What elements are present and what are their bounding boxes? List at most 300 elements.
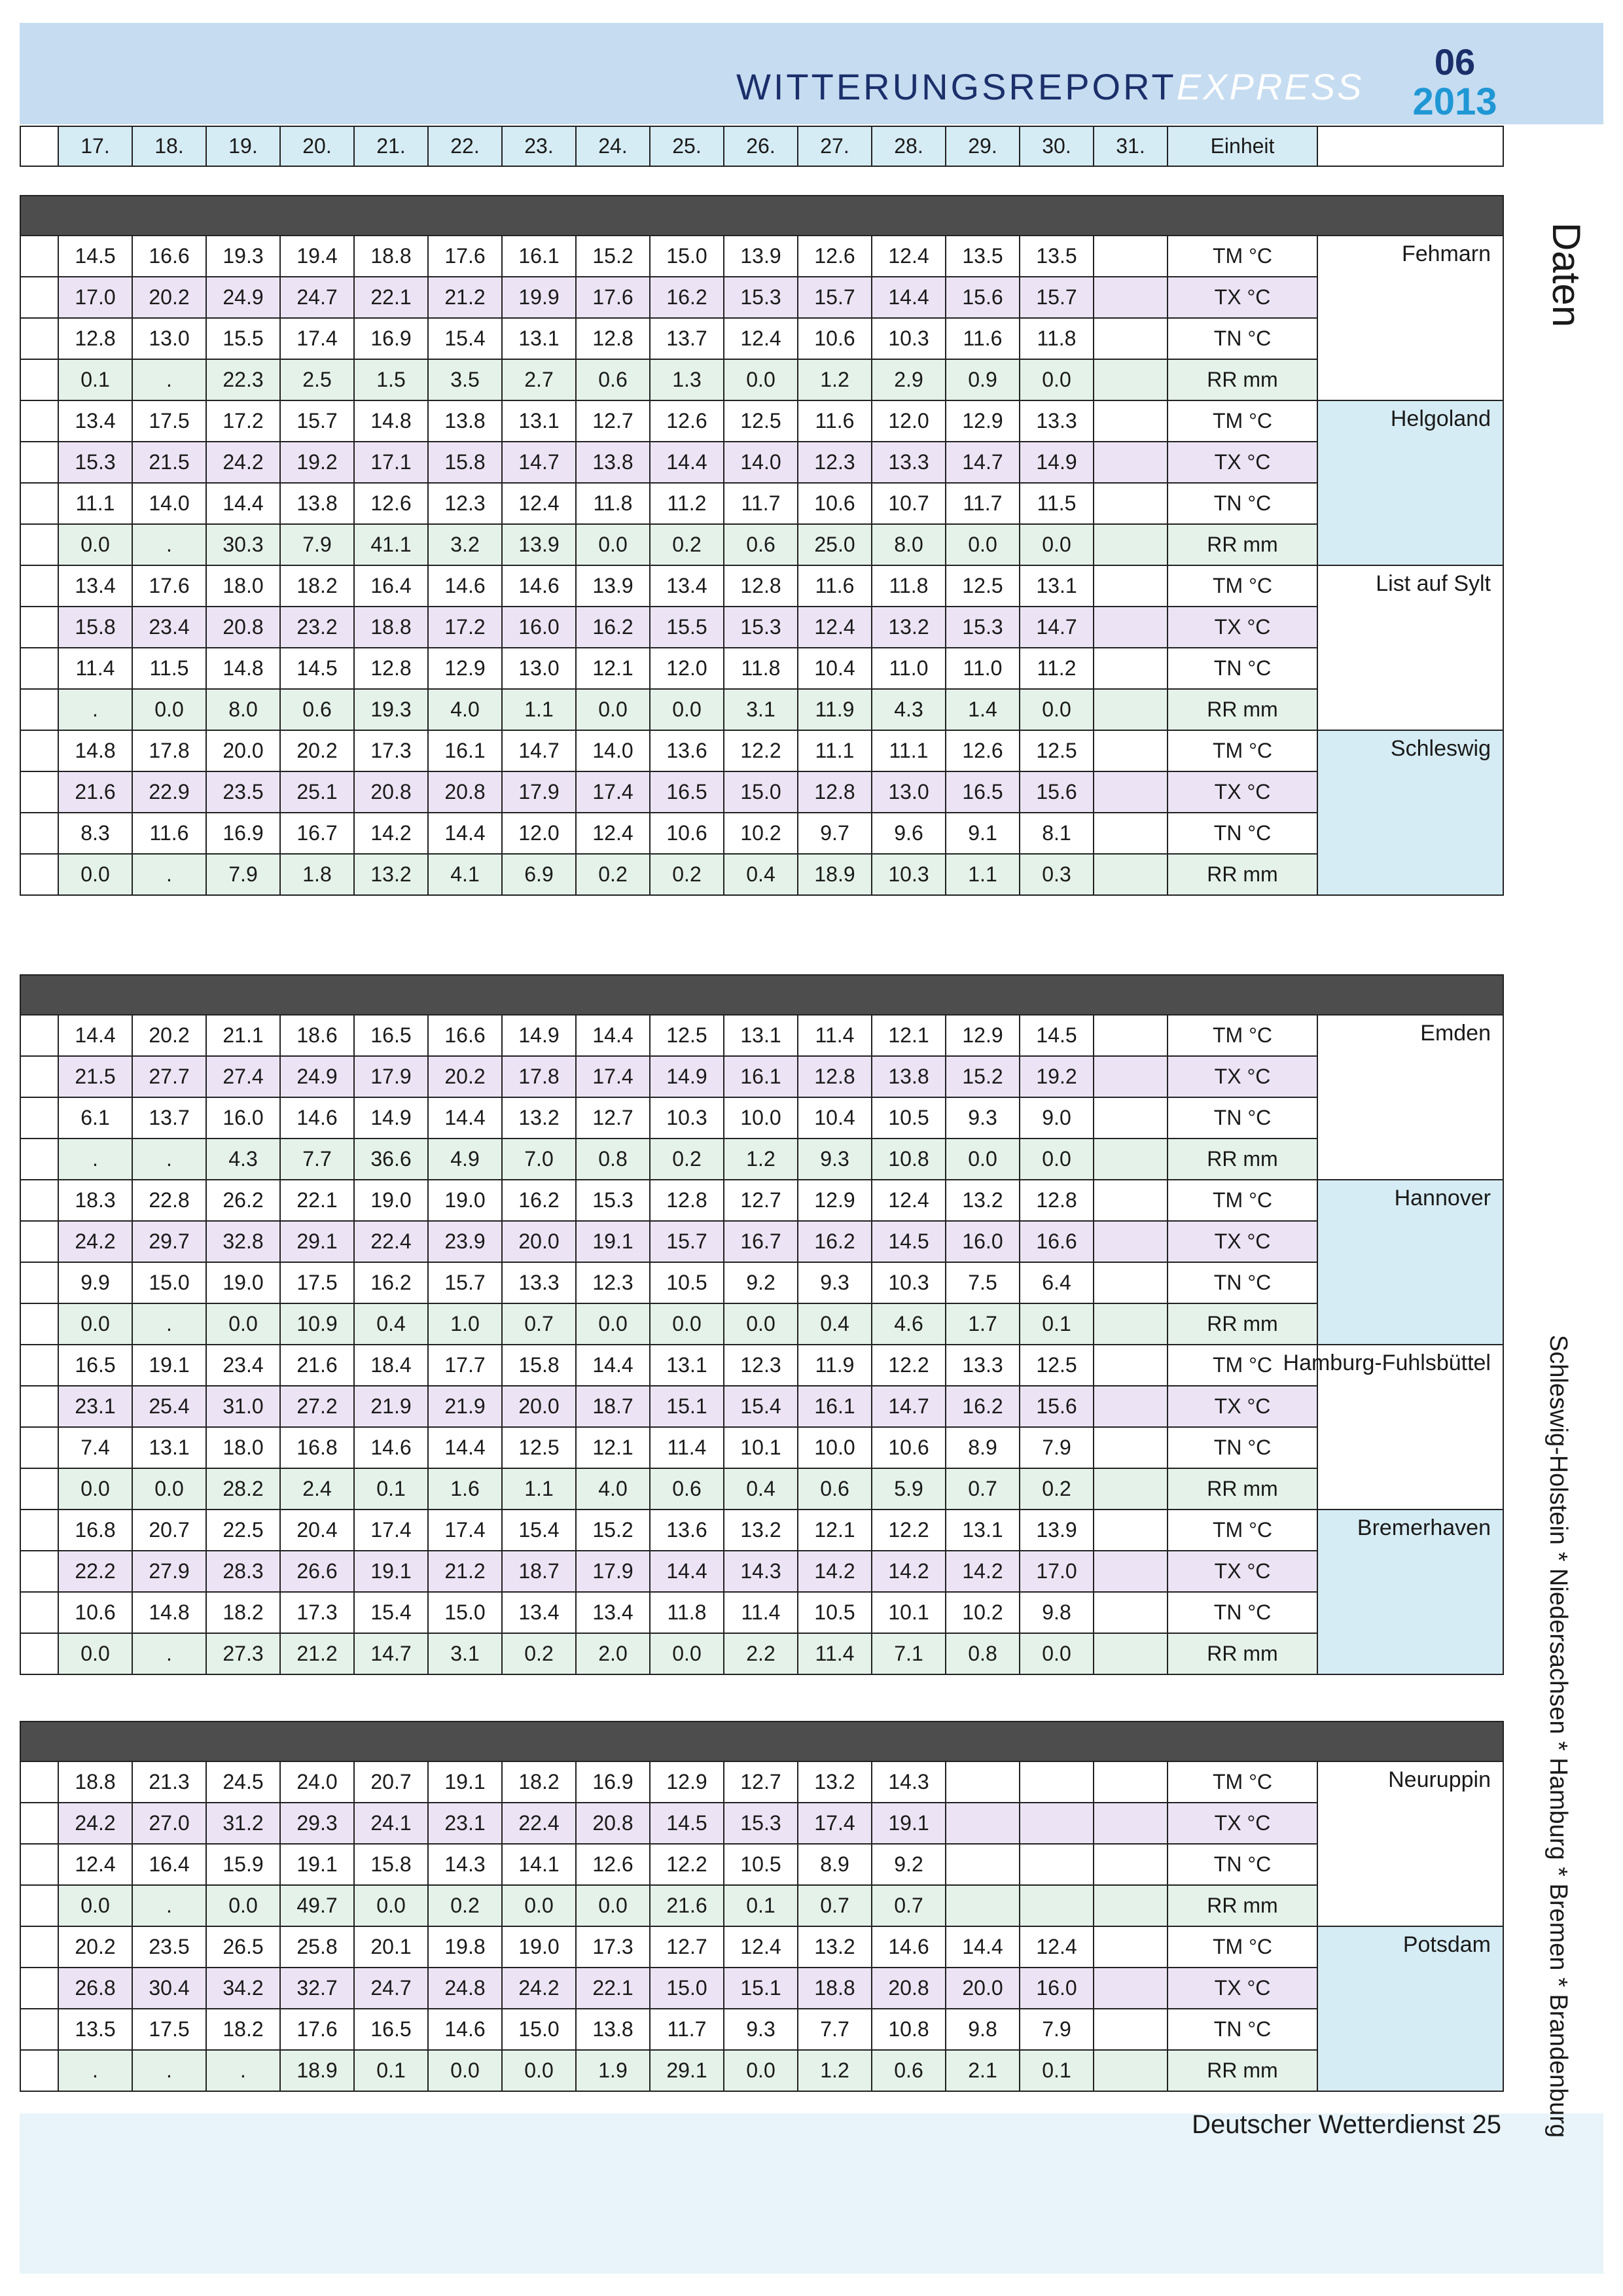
data-cell: 13.2 <box>872 607 946 648</box>
data-cell: 9.1 <box>946 813 1020 855</box>
data-cell: 21.2 <box>281 1634 355 1675</box>
data-cell: 20.2 <box>59 1927 133 1968</box>
table-row <box>20 1345 1504 1386</box>
data-cell: 16.9 <box>577 1762 651 1803</box>
data-cell: 32.7 <box>281 1968 355 2009</box>
data-cell: 11.4 <box>798 1016 872 1057</box>
footer-text: Deutscher Wetterdienst 25 <box>1192 2110 1501 2139</box>
data-cell: 30.4 <box>133 1968 207 2009</box>
data-cell: 18.2 <box>281 566 355 607</box>
table-row <box>20 1098 1504 1139</box>
data-cell: 31.0 <box>207 1386 281 1428</box>
data-cell: 11.4 <box>59 648 133 690</box>
table-row <box>20 1634 1504 1675</box>
data-cell: 0.4 <box>724 1469 798 1510</box>
data-cell: 10.8 <box>872 1139 946 1180</box>
data-cell: 22.3 <box>207 360 281 401</box>
unit-cell: TM °C <box>1168 566 1318 607</box>
data-cell <box>1094 1263 1168 1304</box>
data-cell: 14.0 <box>133 484 207 525</box>
data-cell: 15.7 <box>1020 277 1094 319</box>
data-cell: 13.8 <box>872 1057 946 1098</box>
unit-cell: TM °C <box>1168 401 1318 442</box>
data-cell <box>1094 1803 1168 1845</box>
data-cell: 13.7 <box>133 1098 207 1139</box>
data-cell: 18.9 <box>798 855 872 896</box>
table-row <box>20 731 1504 772</box>
data-cell: 3.1 <box>429 1634 503 1675</box>
data-cell: 21.6 <box>281 1345 355 1386</box>
data-cell: 4.0 <box>577 1469 651 1510</box>
data-cell: 16.1 <box>724 1057 798 1098</box>
data-cell: 12.5 <box>946 566 1020 607</box>
data-cell: . <box>59 1139 133 1180</box>
issue-year: 2013 <box>1412 80 1497 123</box>
data-cell: 7.1 <box>872 1634 946 1675</box>
data-cell: 16.0 <box>207 1098 281 1139</box>
data-cell: 12.1 <box>798 1510 872 1551</box>
data-cell: 13.1 <box>946 1510 1020 1551</box>
data-cell: 0.1 <box>355 1469 429 1510</box>
data-cell: 12.3 <box>724 1345 798 1386</box>
data-cell: 20.8 <box>429 772 503 813</box>
data-cell: 13.1 <box>1020 566 1094 607</box>
data-cell: 17.4 <box>577 1057 651 1098</box>
data-cell: 16.1 <box>798 1386 872 1428</box>
data-cell: 14.9 <box>503 1016 577 1057</box>
data-cell: 1.3 <box>651 360 724 401</box>
data-cell: 12.6 <box>946 731 1020 772</box>
data-cell: 13.0 <box>872 772 946 813</box>
data-cell: 12.2 <box>724 731 798 772</box>
data-cell: 1.2 <box>798 2051 872 2092</box>
data-cell: 14.5 <box>281 648 355 690</box>
data-cell: 21.1 <box>207 1016 281 1057</box>
data-cell: 10.8 <box>872 2009 946 2051</box>
data-cell: 12.5 <box>503 1428 577 1469</box>
data-cell: 24.2 <box>59 1222 133 1263</box>
data-cell: 1.9 <box>577 2051 651 2092</box>
data-cell: 22.8 <box>133 1180 207 1222</box>
row-blank-cell <box>20 1593 59 1634</box>
data-cell: 13.3 <box>503 1263 577 1304</box>
data-cell: 15.8 <box>59 607 133 648</box>
data-cell: 0.6 <box>281 690 355 731</box>
data-cell: . <box>133 525 207 566</box>
data-cell: 9.3 <box>798 1139 872 1180</box>
data-cell: 11.5 <box>133 648 207 690</box>
data-cell: 11.1 <box>872 731 946 772</box>
report-title-express: EXPRESS <box>1176 66 1364 107</box>
data-cell: 17.9 <box>355 1057 429 1098</box>
table-row <box>20 1968 1504 2009</box>
data-cell: 18.2 <box>207 2009 281 2051</box>
data-cell: 0.0 <box>59 525 133 566</box>
table-row <box>20 1803 1504 1845</box>
data-cell: 15.9 <box>207 1845 281 1886</box>
station-cell <box>1318 319 1504 360</box>
data-cell: 17.3 <box>355 731 429 772</box>
data-cell: 14.8 <box>207 648 281 690</box>
data-cell: 8.9 <box>946 1428 1020 1469</box>
data-cell: 13.5 <box>1020 236 1094 277</box>
row-blank-cell <box>20 1469 59 1510</box>
table-row <box>20 772 1504 813</box>
data-cell: 8.1 <box>1020 813 1094 855</box>
data-cell: 18.8 <box>355 607 429 648</box>
data-cell: 12.3 <box>577 1263 651 1304</box>
data-cell: 9.2 <box>724 1263 798 1304</box>
data-cell: 15.4 <box>355 1593 429 1634</box>
data-cell: 16.6 <box>1020 1222 1094 1263</box>
data-cell <box>1094 401 1168 442</box>
data-cell: 10.0 <box>798 1428 872 1469</box>
data-cell: 17.0 <box>59 277 133 319</box>
data-cell: 0.2 <box>1020 1469 1094 1510</box>
unit-header: Einheit <box>1168 127 1318 167</box>
data-cell: 24.8 <box>429 1968 503 2009</box>
row-blank-cell <box>20 1510 59 1551</box>
unit-cell: TM °C <box>1168 1180 1318 1222</box>
data-cell: 12.7 <box>651 1927 724 1968</box>
data-cell: 10.2 <box>724 813 798 855</box>
data-cell: 20.2 <box>133 1016 207 1057</box>
data-cell: 14.9 <box>1020 442 1094 484</box>
data-cell: 1.8 <box>281 855 355 896</box>
station-cell <box>1318 1968 1504 2009</box>
data-cell <box>946 1845 1020 1886</box>
unit-cell: RR mm <box>1168 525 1318 566</box>
data-cell: 23.9 <box>429 1222 503 1263</box>
data-cell: 14.4 <box>429 1428 503 1469</box>
data-cell: 13.2 <box>724 1510 798 1551</box>
data-cell: 0.0 <box>207 1886 281 1927</box>
station-cell <box>1318 1469 1504 1510</box>
row-blank-cell <box>20 1551 59 1593</box>
data-cell: 15.2 <box>577 236 651 277</box>
data-cell: 8.0 <box>872 525 946 566</box>
station-name: Hamburg-Fuhlsbüttel <box>1318 1345 1504 1386</box>
station-cell <box>1318 1057 1504 1098</box>
data-cell: 17.4 <box>355 1510 429 1551</box>
table-row <box>20 1551 1504 1593</box>
unit-cell: TX °C <box>1168 442 1318 484</box>
data-cell: 12.4 <box>872 236 946 277</box>
table-row <box>20 1057 1504 1098</box>
data-cell: 24.2 <box>59 1803 133 1845</box>
row-blank-cell <box>20 1222 59 1263</box>
station-cell <box>1318 1803 1504 1845</box>
data-cell: 9.8 <box>946 2009 1020 2051</box>
data-cell <box>1094 731 1168 772</box>
data-cell: 15.4 <box>724 1386 798 1428</box>
data-cell: 20.2 <box>133 277 207 319</box>
data-cell <box>1094 1386 1168 1428</box>
data-cell: 17.6 <box>429 236 503 277</box>
data-cell: 11.4 <box>724 1593 798 1634</box>
station-cell <box>1318 813 1504 855</box>
data-cell: 10.3 <box>872 1263 946 1304</box>
unit-cell: RR mm <box>1168 1469 1318 1510</box>
data-cell: 0.0 <box>59 1304 133 1345</box>
data-cell: 16.1 <box>429 731 503 772</box>
data-cell: 22.4 <box>503 1803 577 1845</box>
data-cell: 12.8 <box>724 566 798 607</box>
data-cell: 2.9 <box>872 360 946 401</box>
station-cell <box>1318 1886 1504 1927</box>
data-cell: 12.8 <box>59 319 133 360</box>
data-cell: 12.5 <box>1020 731 1094 772</box>
day-header: 31. <box>1094 127 1168 167</box>
data-cell <box>1094 813 1168 855</box>
data-cell: 21.6 <box>651 1886 724 1927</box>
data-cell: 0.0 <box>946 525 1020 566</box>
header-blank-cell <box>20 127 59 167</box>
data-cell: 11.8 <box>651 1593 724 1634</box>
data-cell: 17.2 <box>429 607 503 648</box>
data-cell: 15.0 <box>724 772 798 813</box>
data-cell: 26.2 <box>207 1180 281 1222</box>
data-cell: 13.1 <box>724 1016 798 1057</box>
data-cell: 15.3 <box>946 607 1020 648</box>
unit-cell: TN °C <box>1168 1593 1318 1634</box>
data-cell: 16.5 <box>355 2009 429 2051</box>
station-name: Fehmarn <box>1318 236 1504 277</box>
data-cell: 4.9 <box>429 1139 503 1180</box>
section-header-bar <box>20 1721 1504 1762</box>
data-cell: 16.5 <box>355 1016 429 1057</box>
unit-cell: RR mm <box>1168 2051 1318 2092</box>
data-cell: 17.8 <box>503 1057 577 1098</box>
data-cell: 0.0 <box>133 690 207 731</box>
data-cell: 19.2 <box>1020 1057 1094 1098</box>
data-cell: 12.3 <box>798 442 872 484</box>
data-cell: 9.6 <box>872 813 946 855</box>
station-cell <box>1318 1263 1504 1304</box>
row-blank-cell <box>20 813 59 855</box>
unit-cell: TX °C <box>1168 607 1318 648</box>
data-cell: 0.4 <box>798 1304 872 1345</box>
data-cell <box>1094 277 1168 319</box>
header-station-blank <box>1318 127 1504 167</box>
data-cell: 11.6 <box>133 813 207 855</box>
data-cell: 12.5 <box>1020 1345 1094 1386</box>
data-cell: 13.4 <box>577 1593 651 1634</box>
unit-cell: RR mm <box>1168 1886 1318 1927</box>
row-blank-cell <box>20 1845 59 1886</box>
side-region-text: Schleswig-Holstein * Niedersachsen * Hamburg * Bremen * Brandenburg <box>1544 1335 1572 2138</box>
data-cell <box>1094 1845 1168 1886</box>
data-cell: 11.1 <box>59 484 133 525</box>
data-cell: 0.0 <box>651 690 724 731</box>
unit-cell: TN °C <box>1168 484 1318 525</box>
data-cell <box>1094 1304 1168 1345</box>
data-cell: 14.7 <box>503 731 577 772</box>
data-cell: 13.0 <box>133 319 207 360</box>
data-cell <box>1094 2051 1168 2092</box>
data-cell: 0.8 <box>577 1139 651 1180</box>
data-cell <box>1094 648 1168 690</box>
data-cell: 9.0 <box>1020 1098 1094 1139</box>
data-cell: 14.5 <box>59 236 133 277</box>
data-cell: 0.6 <box>798 1469 872 1510</box>
data-cell: 22.5 <box>207 1510 281 1551</box>
table-row <box>20 319 1504 360</box>
data-cell: 14.0 <box>577 731 651 772</box>
station-cell <box>1318 1098 1504 1139</box>
data-cell: 19.0 <box>503 1927 577 1968</box>
data-cell: 13.5 <box>946 236 1020 277</box>
data-cell <box>1094 484 1168 525</box>
data-cell: 14.4 <box>429 1098 503 1139</box>
data-cell: 17.4 <box>798 1803 872 1845</box>
data-cell <box>1094 1551 1168 1593</box>
table-row <box>20 1139 1504 1180</box>
data-cell: 14.2 <box>355 813 429 855</box>
data-cell: 10.9 <box>281 1304 355 1345</box>
data-cell: 3.1 <box>724 690 798 731</box>
table-row <box>20 525 1504 566</box>
data-cell: 0.0 <box>503 1886 577 1927</box>
issue-month: 06 <box>1434 41 1476 82</box>
row-blank-cell <box>20 236 59 277</box>
data-cell: 11.2 <box>1020 648 1094 690</box>
data-cell: 4.3 <box>207 1139 281 1180</box>
data-cell: 0.0 <box>946 1139 1020 1180</box>
data-cell: 26.6 <box>281 1551 355 1593</box>
table-row <box>20 1469 1504 1510</box>
data-cell: 36.6 <box>355 1139 429 1180</box>
data-cell: 11.5 <box>1020 484 1094 525</box>
data-cell <box>1094 855 1168 896</box>
data-cell: 0.1 <box>724 1886 798 1927</box>
data-cell: . <box>133 1304 207 1345</box>
data-cell: 20.8 <box>872 1968 946 2009</box>
data-cell: 1.1 <box>946 855 1020 896</box>
data-cell: 0.0 <box>577 1304 651 1345</box>
data-cell: 15.8 <box>355 1845 429 1886</box>
station-cell <box>1318 2051 1504 2092</box>
table-row <box>20 690 1504 731</box>
data-cell: 14.2 <box>798 1551 872 1593</box>
data-cell <box>1094 236 1168 277</box>
data-cell: 12.4 <box>724 1927 798 1968</box>
data-cell: 9.3 <box>946 1098 1020 1139</box>
data-cell: 41.1 <box>355 525 429 566</box>
data-cell: 12.9 <box>651 1762 724 1803</box>
data-cell: 14.4 <box>207 484 281 525</box>
data-cell: 4.6 <box>872 1304 946 1345</box>
row-blank-cell <box>20 855 59 896</box>
data-cell: 16.4 <box>133 1845 207 1886</box>
data-cell: 15.6 <box>946 277 1020 319</box>
data-cell: 22.4 <box>355 1222 429 1263</box>
station-name: Potsdam <box>1318 1927 1504 1968</box>
data-cell <box>1094 1510 1168 1551</box>
data-cell: 20.0 <box>503 1386 577 1428</box>
side-title <box>1538 222 1590 353</box>
data-cell: 21.2 <box>429 277 503 319</box>
data-cell: 19.1 <box>133 1345 207 1386</box>
data-cell: 18.0 <box>207 1428 281 1469</box>
table-row <box>20 1180 1504 1222</box>
data-cell: 7.9 <box>1020 2009 1094 2051</box>
data-cell: 0.0 <box>577 690 651 731</box>
data-cell: 0.0 <box>1020 360 1094 401</box>
data-cell <box>1020 1845 1094 1886</box>
station-cell <box>1318 1222 1504 1263</box>
data-cell: 18.6 <box>281 1016 355 1057</box>
table-row <box>20 1304 1504 1345</box>
data-cell: 15.0 <box>651 1968 724 2009</box>
data-cell: 22.2 <box>59 1551 133 1593</box>
data-cell: 13.4 <box>59 401 133 442</box>
data-cell: 25.8 <box>281 1927 355 1968</box>
data-cell: 11.6 <box>798 401 872 442</box>
row-blank-cell <box>20 648 59 690</box>
data-cell: 13.4 <box>651 566 724 607</box>
data-cell: 0.0 <box>355 1886 429 1927</box>
data-cell: 0.0 <box>429 2051 503 2092</box>
data-cell: 21.2 <box>429 1551 503 1593</box>
data-cell: 4.0 <box>429 690 503 731</box>
data-cell: 24.9 <box>281 1057 355 1098</box>
unit-cell: TN °C <box>1168 1098 1318 1139</box>
data-cell: 13.2 <box>503 1098 577 1139</box>
data-cell: 27.0 <box>133 1803 207 1845</box>
data-cell <box>1094 1762 1168 1803</box>
data-cell: 16.2 <box>651 277 724 319</box>
data-cell: 16.5 <box>651 772 724 813</box>
data-cell: 23.4 <box>133 607 207 648</box>
table-row <box>20 648 1504 690</box>
data-cell: 16.2 <box>798 1222 872 1263</box>
data-cell: 17.4 <box>577 772 651 813</box>
data-cell <box>1094 1098 1168 1139</box>
data-cell: . <box>133 855 207 896</box>
data-cell: 1.1 <box>503 1469 577 1510</box>
table-row <box>20 566 1504 607</box>
data-cell: 0.7 <box>872 1886 946 1927</box>
data-cell: 21.5 <box>133 442 207 484</box>
day-header: 30. <box>1020 127 1094 167</box>
data-cell: 11.1 <box>798 731 872 772</box>
station-name: Emden <box>1318 1016 1504 1057</box>
data-cell <box>1094 607 1168 648</box>
data-cell: 14.7 <box>1020 607 1094 648</box>
data-cell: 14.2 <box>872 1551 946 1593</box>
data-cell: 22.1 <box>355 277 429 319</box>
data-cell: 27.4 <box>207 1057 281 1098</box>
data-cell: 24.1 <box>355 1803 429 1845</box>
data-cell: 0.0 <box>59 1469 133 1510</box>
data-cell: 32.8 <box>207 1222 281 1263</box>
data-cell: 13.8 <box>577 442 651 484</box>
data-cell: 12.6 <box>798 236 872 277</box>
data-cell: 12.7 <box>724 1762 798 1803</box>
data-cell: 12.1 <box>872 1016 946 1057</box>
data-cell: 3.2 <box>429 525 503 566</box>
data-cell: 16.0 <box>1020 1968 1094 2009</box>
data-cell: . <box>133 2051 207 2092</box>
data-cell: 12.6 <box>355 484 429 525</box>
station-name: List auf Sylt <box>1318 566 1504 607</box>
data-cell: 21.6 <box>59 772 133 813</box>
data-cell: 9.7 <box>798 813 872 855</box>
unit-cell: RR mm <box>1168 360 1318 401</box>
data-cell: 0.7 <box>946 1469 1020 1510</box>
data-cell: 10.5 <box>872 1098 946 1139</box>
